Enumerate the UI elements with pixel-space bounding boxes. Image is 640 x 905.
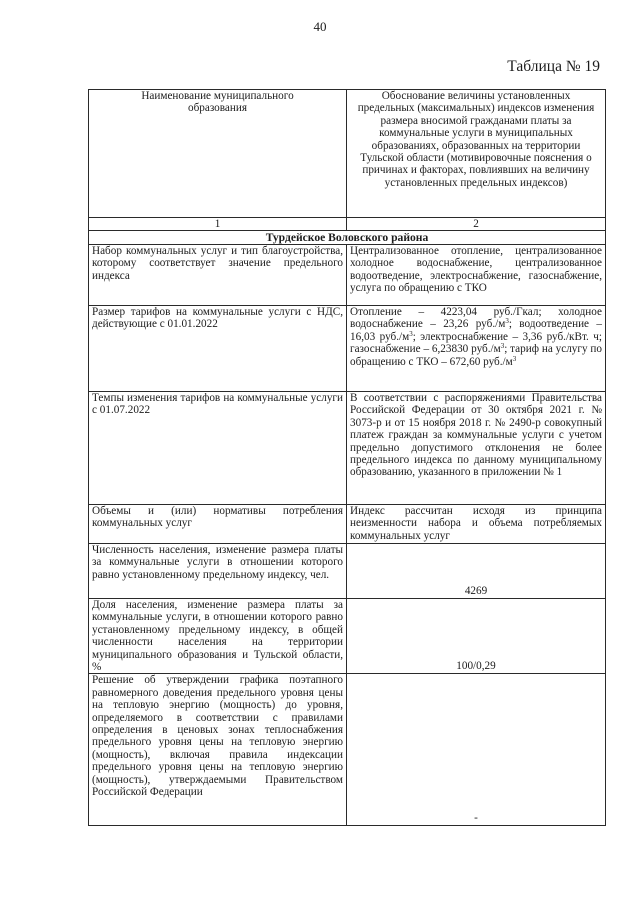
row-value-tariffs	[347, 306, 606, 392]
row-value-volumes: Индекс рассчитан исходя из принципа неизменности набора и объема потребляемых коммунальных услуг	[347, 505, 606, 544]
table-row	[89, 306, 606, 392]
tariff-unit-superscript: 3	[512, 354, 517, 363]
row-value-share: 100/0,29	[347, 599, 606, 674]
tariff-justification-table	[88, 89, 606, 826]
header-col1: Наименование муниципального образования	[89, 90, 347, 218]
row-label-rates: Темпы изменения тарифов на коммунальные услуги с 01.07.2022	[89, 392, 347, 505]
row-label-share: Доля населения, изменение размера платы за коммунальные услуги, в отношении которого равно установленному предельному индексу, в общей численности населения на территории муниципального образования и Тульской области, %	[89, 599, 347, 674]
row-label-heat-price-schedule: Решение об утверждении графика поэтапного равномерного доведения предельного уровня цены на тепловую энергию (мощность) до уровня, определяемого в соответствии с правилами определения в ценовых зонах теплоснабжения предельного уровня цены на тепловую энергию (мощность), включая правила индексации предельного уровня цены на тепловую энергию (мощность), утверждаемыми Правительством Российской Федерации	[89, 674, 347, 826]
column-number-1: 1	[89, 218, 347, 231]
column-number-2: 2	[347, 218, 606, 231]
tariff-unit-superscript: 3	[500, 342, 505, 351]
column-number-row	[89, 218, 606, 231]
tariff-heating-water: Отопление – 4223,04 руб./Гкал; холодное водоснабжение – 23,26 руб./м	[350, 306, 602, 331]
table-row	[89, 245, 606, 306]
table-row	[89, 505, 606, 544]
tariff-power-gas: ; электроснабжение – 3,36 руб./кВт. ч; газоснабжение – 6,23830 руб./м	[350, 330, 602, 356]
tariff-unit-superscript: 3	[409, 329, 413, 338]
row-label-services: Набор коммунальных услуг и тип благоустройства, которому соответствует значение предельного индекса	[89, 245, 347, 306]
page-number: 40	[313, 19, 327, 34]
row-value-rates: В соответствии с распоряжениями Правительства Российской Федерации от 30 октября 2021 г. № 3073-р и от 15 ноября 2018 г. № 2490-р совокупный платеж граждан за коммунальные услуги с учетом предельно допустимого отклонения не более предельного индекса по данному муниципальному образованию, указанного в приложении № 1	[347, 392, 606, 505]
tariff-unit-superscript: 3	[505, 317, 509, 326]
row-label-tariffs: Размер тарифов на коммунальные услуги с НДС, действующие с 01.01.2022	[89, 306, 347, 392]
row-value-services: Централизованное отопление, централизованное холодное водоснабжение, централизованное водоотведение, электроснабжение, газоснабжение, услуга по обращению с ТКО	[347, 245, 606, 306]
tariff-waste: ; тариф на услугу по обращению с ТКО – 672,60 руб./м	[350, 343, 602, 368]
row-value-population: 4269	[347, 544, 606, 599]
row-label-population: Численность населения, изменение размера платы за коммунальные услуги в отношении которого равно установленному предельному индексу, чел.	[89, 544, 347, 599]
section-row	[89, 231, 606, 245]
header-row	[89, 90, 606, 218]
table-row	[89, 544, 606, 599]
header-col2: Обоснование величины установленных предельных (максимальных) индексов изменения размера вносимой гражданами платы за коммунальные услуги в муниципальных образованиях, образованных на территории Тульской области (мотивировочные пояснения о причинах и факторах, повлиявших на величину установленных предельных индексов)	[347, 90, 606, 218]
table-caption: Таблица № 19	[507, 58, 600, 75]
section-title: Турдейское Воловского района	[89, 231, 606, 245]
table-row	[89, 599, 606, 674]
tariff-drainage: ; водоотведение – 16,03 руб./м	[350, 318, 602, 343]
row-value-heat-price-schedule: -	[347, 674, 606, 826]
table-row	[89, 392, 606, 505]
table-row	[89, 674, 606, 826]
row-label-volumes: Объемы и (или) нормативы потребления коммунальных услуг	[89, 505, 347, 544]
